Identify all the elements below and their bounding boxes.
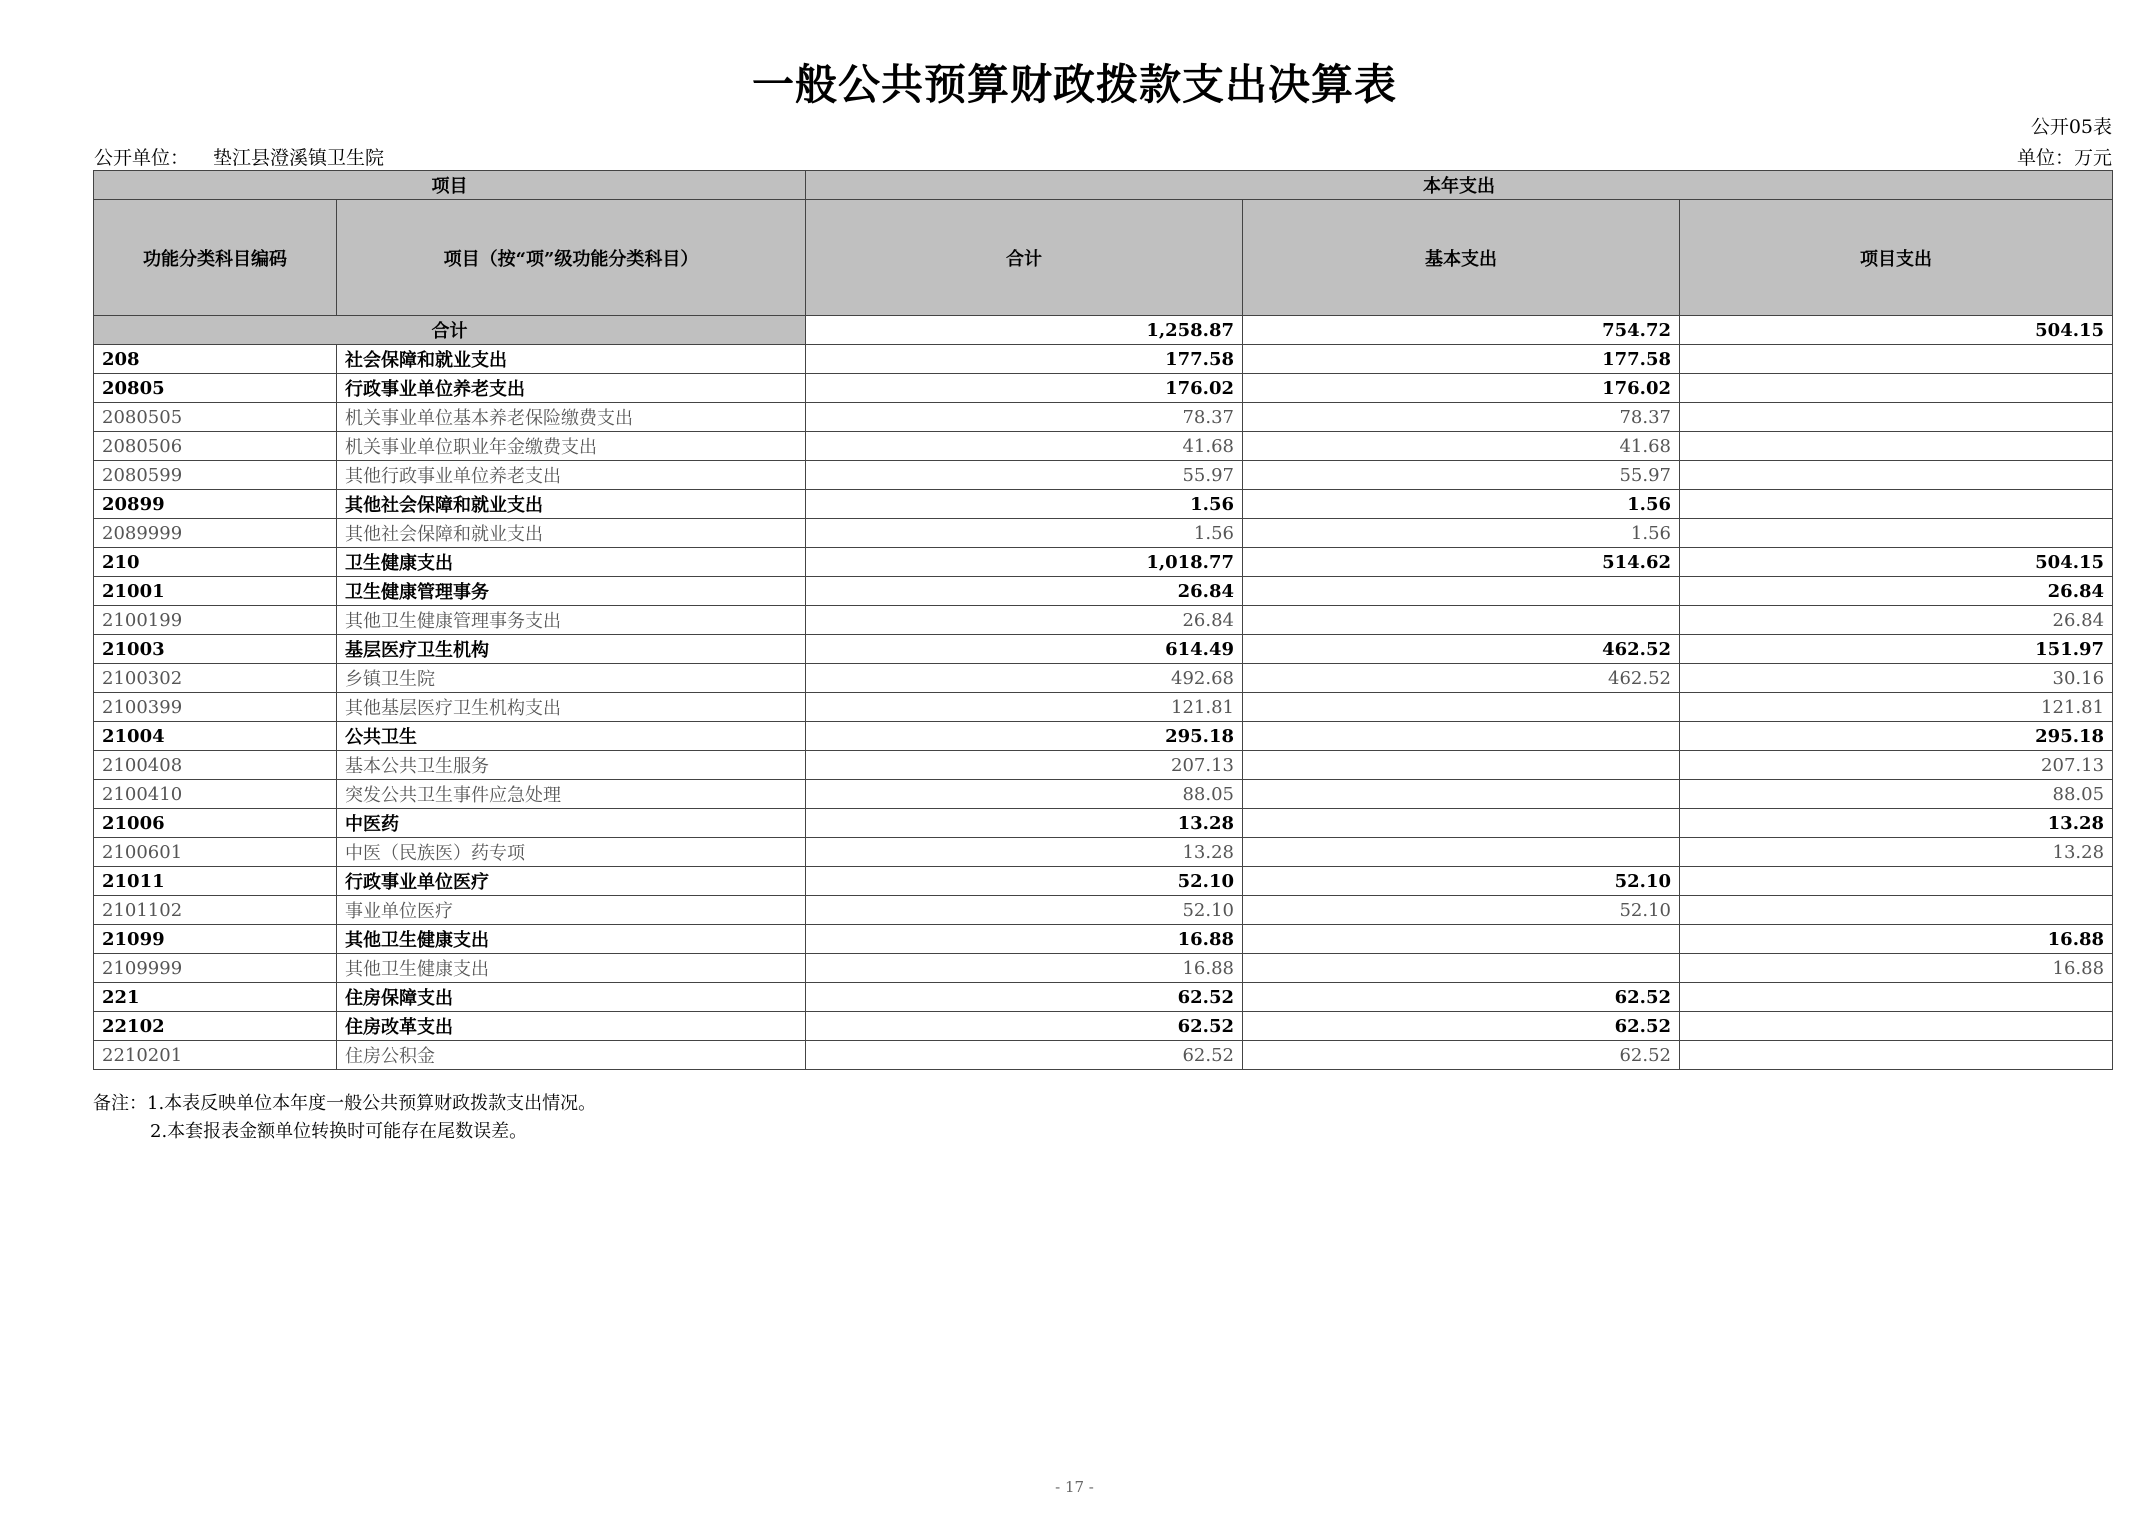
row-code: 2100408	[94, 751, 337, 780]
row-name: 其他卫生健康支出	[337, 925, 806, 954]
row-code: 2109999	[94, 954, 337, 983]
total-project: 504.15	[1680, 316, 2113, 345]
row-project: 504.15	[1680, 548, 2113, 577]
row-project: 26.84	[1680, 606, 2113, 635]
row-total: 1.56	[806, 519, 1243, 548]
table-row	[94, 519, 2113, 548]
row-basic	[1243, 809, 1680, 838]
table-row	[94, 1041, 2113, 1070]
row-basic	[1243, 780, 1680, 809]
row-basic	[1243, 751, 1680, 780]
row-name: 突发公共卫生事件应急处理	[337, 780, 806, 809]
row-project: 88.05	[1680, 780, 2113, 809]
table-row	[94, 722, 2113, 751]
reporting-unit	[94, 143, 384, 170]
row-project	[1680, 1041, 2113, 1070]
row-total: 26.84	[806, 577, 1243, 606]
row-project: 30.16	[1680, 664, 2113, 693]
table-row	[94, 403, 2113, 432]
row-total: 55.97	[806, 461, 1243, 490]
header-code: 功能分类科目编码	[94, 200, 337, 316]
row-project	[1680, 432, 2113, 461]
row-total: 177.58	[806, 345, 1243, 374]
row-total: 78.37	[806, 403, 1243, 432]
row-basic	[1243, 925, 1680, 954]
row-code: 2080506	[94, 432, 337, 461]
row-code: 20899	[94, 490, 337, 519]
row-basic: 62.52	[1243, 983, 1680, 1012]
table-number: 公开05表	[2030, 116, 2112, 138]
money-unit: 单位：万元	[2016, 147, 2112, 169]
row-name: 卫生健康支出	[337, 548, 806, 577]
row-code: 21099	[94, 925, 337, 954]
row-basic: 55.97	[1243, 461, 1680, 490]
row-code: 2210201	[94, 1041, 337, 1070]
row-code: 2100410	[94, 780, 337, 809]
row-code: 2101102	[94, 896, 337, 925]
row-code: 208	[94, 345, 337, 374]
row-basic	[1243, 606, 1680, 635]
row-name: 公共卫生	[337, 722, 806, 751]
row-name: 社会保障和就业支出	[337, 345, 806, 374]
row-basic	[1243, 577, 1680, 606]
row-total: 13.28	[806, 838, 1243, 867]
row-code: 21011	[94, 867, 337, 896]
row-basic: 462.52	[1243, 635, 1680, 664]
row-name: 其他卫生健康支出	[337, 954, 806, 983]
row-name: 行政事业单位养老支出	[337, 374, 806, 403]
row-basic	[1243, 722, 1680, 751]
row-name: 机关事业单位基本养老保险缴费支出	[337, 403, 806, 432]
table-row	[94, 1012, 2113, 1041]
row-code: 21001	[94, 577, 337, 606]
row-code: 2080599	[94, 461, 337, 490]
row-basic	[1243, 954, 1680, 983]
row-basic: 41.68	[1243, 432, 1680, 461]
header-name: 项目（按“项”级功能分类科目）	[337, 200, 806, 316]
table-row	[94, 925, 2113, 954]
row-basic: 62.52	[1243, 1041, 1680, 1070]
table-row	[94, 954, 2113, 983]
table-row	[94, 809, 2113, 838]
row-name: 其他基层医疗卫生机构支出	[337, 693, 806, 722]
row-code: 20805	[94, 374, 337, 403]
row-total: 52.10	[806, 896, 1243, 925]
row-total: 16.88	[806, 925, 1243, 954]
table-row	[94, 867, 2113, 896]
row-basic: 462.52	[1243, 664, 1680, 693]
row-project	[1680, 519, 2113, 548]
table-row	[94, 606, 2113, 635]
table-row	[94, 693, 2113, 722]
row-code: 2100399	[94, 693, 337, 722]
header-current-year: 本年支出	[806, 171, 2113, 200]
total-basic: 754.72	[1243, 316, 1680, 345]
row-name: 卫生健康管理事务	[337, 577, 806, 606]
table-row	[94, 374, 2113, 403]
row-total: 1,018.77	[806, 548, 1243, 577]
table-row	[94, 548, 2113, 577]
note-2: 2.本套报表金额单位转换时可能存在尾数误差。	[150, 1121, 528, 1142]
row-basic	[1243, 693, 1680, 722]
page-title: 一般公共预算财政拨款支出决算表	[751, 60, 1397, 109]
row-total: 41.68	[806, 432, 1243, 461]
row-total: 614.49	[806, 635, 1243, 664]
table-row	[94, 345, 2113, 374]
row-project	[1680, 1012, 2113, 1041]
row-code: 210	[94, 548, 337, 577]
row-total: 16.88	[806, 954, 1243, 983]
row-name: 住房公积金	[337, 1041, 806, 1070]
row-name: 机关事业单位职业年金缴费支出	[337, 432, 806, 461]
row-total: 62.52	[806, 1012, 1243, 1041]
row-project	[1680, 403, 2113, 432]
header-total: 合计	[806, 200, 1243, 316]
row-project	[1680, 983, 2113, 1012]
row-basic: 52.10	[1243, 896, 1680, 925]
row-project	[1680, 461, 2113, 490]
row-project	[1680, 345, 2113, 374]
row-code: 21003	[94, 635, 337, 664]
row-name: 住房改革支出	[337, 1012, 806, 1041]
notes	[93, 1090, 596, 1146]
row-name: 其他社会保障和就业支出	[337, 490, 806, 519]
row-total: 492.68	[806, 664, 1243, 693]
row-code: 2100302	[94, 664, 337, 693]
row-name: 事业单位医疗	[337, 896, 806, 925]
row-name: 其他卫生健康管理事务支出	[337, 606, 806, 635]
row-basic: 177.58	[1243, 345, 1680, 374]
row-project: 121.81	[1680, 693, 2113, 722]
row-name: 其他行政事业单位养老支出	[337, 461, 806, 490]
row-name: 乡镇卫生院	[337, 664, 806, 693]
table-row	[94, 577, 2113, 606]
row-total: 62.52	[806, 983, 1243, 1012]
row-code: 2100601	[94, 838, 337, 867]
table-row	[94, 896, 2113, 925]
row-basic: 1.56	[1243, 490, 1680, 519]
row-name: 住房保障支出	[337, 983, 806, 1012]
row-total: 176.02	[806, 374, 1243, 403]
row-name: 其他社会保障和就业支出	[337, 519, 806, 548]
row-basic: 176.02	[1243, 374, 1680, 403]
row-project	[1680, 867, 2113, 896]
row-basic: 78.37	[1243, 403, 1680, 432]
row-code: 2080505	[94, 403, 337, 432]
row-total: 52.10	[806, 867, 1243, 896]
row-total: 13.28	[806, 809, 1243, 838]
reporting-unit-label: 公开单位：	[94, 147, 190, 169]
table-row	[94, 432, 2113, 461]
row-project: 13.28	[1680, 809, 2113, 838]
row-code: 2089999	[94, 519, 337, 548]
row-basic: 62.52	[1243, 1012, 1680, 1041]
header-basic: 基本支出	[1243, 200, 1680, 316]
row-total: 26.84	[806, 606, 1243, 635]
table-row	[94, 490, 2113, 519]
row-project: 16.88	[1680, 954, 2113, 983]
row-project: 151.97	[1680, 635, 2113, 664]
row-name: 行政事业单位医疗	[337, 867, 806, 896]
row-project: 295.18	[1680, 722, 2113, 751]
reporting-unit-name: 垫江县澄溪镇卫生院	[213, 147, 385, 169]
row-total: 62.52	[806, 1041, 1243, 1070]
row-total: 207.13	[806, 751, 1243, 780]
row-project	[1680, 896, 2113, 925]
row-basic: 514.62	[1243, 548, 1680, 577]
row-project	[1680, 374, 2113, 403]
table-row	[94, 751, 2113, 780]
table-row	[94, 983, 2113, 1012]
row-code: 21006	[94, 809, 337, 838]
row-total: 295.18	[806, 722, 1243, 751]
row-total: 1.56	[806, 490, 1243, 519]
row-basic: 52.10	[1243, 867, 1680, 896]
row-name: 基层医疗卫生机构	[337, 635, 806, 664]
table-row	[94, 635, 2113, 664]
table-row	[94, 664, 2113, 693]
row-code: 22102	[94, 1012, 337, 1041]
row-total: 88.05	[806, 780, 1243, 809]
row-project	[1680, 490, 2113, 519]
total-label: 合计	[94, 316, 806, 345]
table-row	[94, 780, 2113, 809]
header-project: 项目	[94, 171, 806, 200]
expenditure-table	[93, 170, 2113, 1070]
row-code: 221	[94, 983, 337, 1012]
total-sum: 1,258.87	[806, 316, 1243, 345]
row-name: 基本公共卫生服务	[337, 751, 806, 780]
row-total: 121.81	[806, 693, 1243, 722]
row-name: 中医药	[337, 809, 806, 838]
table-row	[94, 838, 2113, 867]
note-1: 备注：1.本表反映单位本年度一般公共预算财政拨款支出情况。	[93, 1093, 597, 1114]
row-project: 207.13	[1680, 751, 2113, 780]
row-code: 21004	[94, 722, 337, 751]
header-project-exp: 项目支出	[1680, 200, 2113, 316]
table-row	[94, 461, 2113, 490]
row-basic	[1243, 838, 1680, 867]
row-project: 16.88	[1680, 925, 2113, 954]
row-code: 2100199	[94, 606, 337, 635]
row-basic: 1.56	[1243, 519, 1680, 548]
total-row	[94, 316, 2113, 345]
row-project: 13.28	[1680, 838, 2113, 867]
row-name: 中医（民族医）药专项	[337, 838, 806, 867]
row-project: 26.84	[1680, 577, 2113, 606]
page-number: - 17 -	[1055, 1478, 1094, 1496]
